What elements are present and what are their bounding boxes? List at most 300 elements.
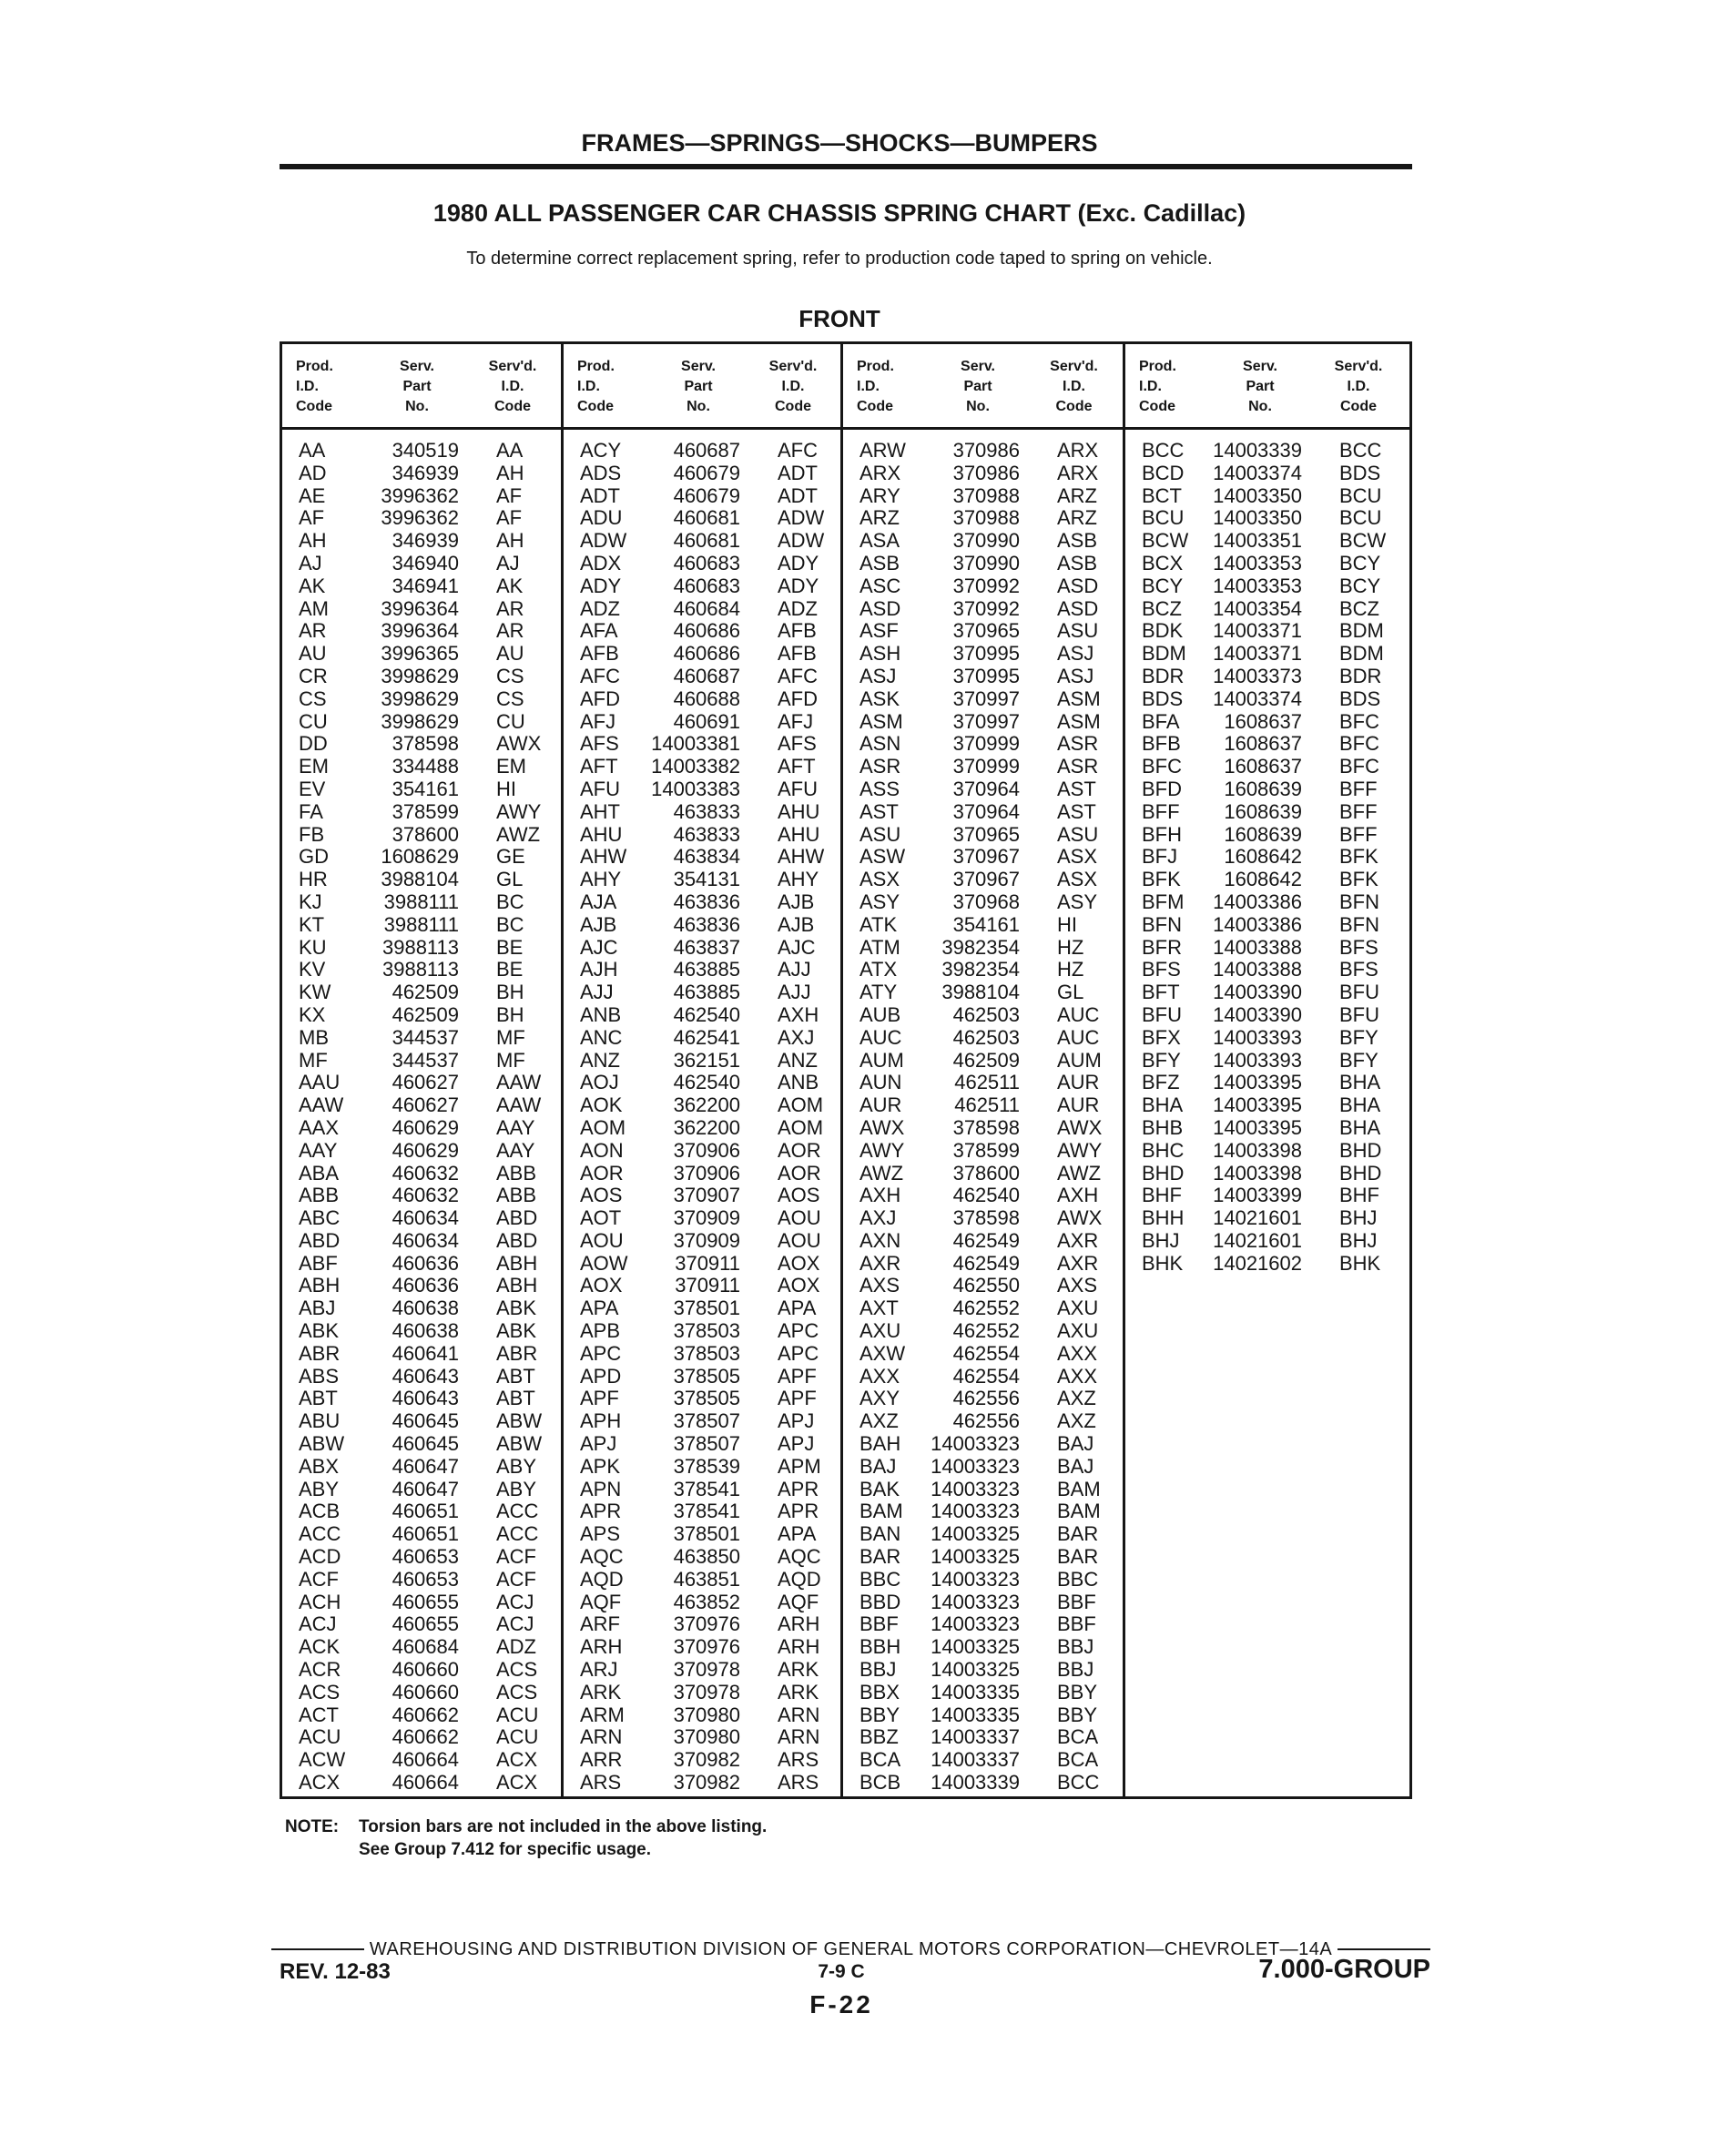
table-row <box>564 463 840 485</box>
table-row <box>843 598 1123 621</box>
table-row <box>564 937 840 960</box>
serv-part-no-cell: 460632 <box>392 1161 459 1185</box>
table-row <box>282 891 561 914</box>
servd-id-code-cell: AFC <box>778 664 818 687</box>
servd-id-code-cell: AFB <box>778 642 817 666</box>
serv-part-no-cell: 460634 <box>392 1206 459 1230</box>
table-row <box>282 1094 561 1117</box>
serv-part-no-cell: 14003371 <box>1213 642 1302 666</box>
prod-id-code-cell: KT <box>299 912 325 936</box>
servd-id-code-cell: ABK <box>496 1319 537 1343</box>
serv-part-no-cell: 378599 <box>392 799 459 823</box>
serv-part-no-cell: 463885 <box>673 981 740 1004</box>
servd-id-code-cell: ABH <box>496 1251 538 1275</box>
servd-id-code-cell: ACS <box>496 1658 538 1682</box>
prod-id-code-cell: ASA <box>860 529 900 553</box>
table-row <box>1125 801 1409 824</box>
serv-part-no-cell: 354161 <box>952 912 1020 936</box>
header-label-line: I.D. <box>1139 379 1162 394</box>
servd-id-code-cell: ABH <box>496 1274 538 1297</box>
prod-id-code-cell: APH <box>580 1409 622 1433</box>
servd-id-code-cell: AXH <box>1057 1184 1099 1207</box>
serv-part-no-cell: 378539 <box>673 1454 740 1478</box>
prod-id-code-cell: BCB <box>860 1771 901 1795</box>
servd-id-code-cell: BHK <box>1339 1251 1381 1275</box>
prod-id-code-cell: ABY <box>299 1477 340 1500</box>
servd-id-code-cell: APJ <box>778 1409 815 1433</box>
serv-part-no-cell: 14003323 <box>931 1454 1020 1478</box>
table-row <box>1125 485 1409 508</box>
servd-id-code-cell: BBF <box>1057 1612 1096 1636</box>
servd-id-code-cell: BBY <box>1057 1680 1098 1703</box>
prod-id-code-cell: ARJ <box>580 1658 618 1682</box>
servd-id-code-cell: BFC <box>1339 709 1379 733</box>
division-rule-right <box>1338 1948 1430 1950</box>
servd-id-code-cell: AHY <box>778 868 819 891</box>
spring-chart-table <box>280 341 1412 1799</box>
serv-part-no-cell: 460662 <box>392 1703 459 1726</box>
table-row <box>1125 981 1409 1004</box>
servd-id-code-cell: ABD <box>496 1228 538 1252</box>
servd-id-code-cell: ADW <box>778 529 825 553</box>
prod-id-code-cell: ARW <box>860 439 906 462</box>
prod-id-code-cell: APK <box>580 1454 621 1478</box>
servd-id-code-cell: ADY <box>778 574 819 597</box>
servd-id-code-cell: ARH <box>778 1635 820 1659</box>
servd-id-code-cell: ASB <box>1057 529 1098 553</box>
serv-part-no-cell: 14003323 <box>931 1432 1020 1456</box>
serv-part-no-cell: 14003398 <box>1213 1138 1302 1162</box>
table-row <box>282 1659 561 1682</box>
prod-id-code-cell: BBF <box>860 1612 899 1636</box>
servd-id-code-cell: ADW <box>778 506 825 530</box>
prod-id-code-cell: ARF <box>580 1612 620 1636</box>
serv-part-no-cell: 1608637 <box>1224 732 1302 756</box>
servd-id-code-cell: ARS <box>778 1771 819 1795</box>
servd-id-code-cell: AOX <box>778 1274 820 1297</box>
servd-id-code-cell: AXR <box>1057 1228 1099 1252</box>
serv-part-no-cell: 14003351 <box>1213 529 1302 553</box>
table-row <box>282 1072 561 1094</box>
table-row <box>843 711 1123 734</box>
servd-id-code-cell: CS <box>496 664 524 687</box>
table-row <box>1125 530 1409 553</box>
servd-id-code-cell: MF <box>496 1048 525 1072</box>
table-row <box>564 1140 840 1163</box>
prod-id-code-cell: ACY <box>580 439 622 462</box>
prod-id-code-cell: ACJ <box>299 1612 337 1636</box>
serv-part-no-cell: 346940 <box>392 551 459 575</box>
serv-part-no-cell: 14003323 <box>931 1590 1020 1613</box>
prod-id-code-cell: AA <box>299 439 326 462</box>
table-row <box>564 1163 840 1185</box>
serv-part-no-cell: 14003390 <box>1213 1002 1302 1026</box>
serv-part-no-cell: 14003353 <box>1213 574 1302 597</box>
table-row <box>843 1479 1123 1501</box>
table-row <box>564 891 840 914</box>
servd-id-code-cell: ARK <box>778 1680 819 1703</box>
servd-id-code-cell: ACF <box>496 1567 536 1591</box>
header-label-line: Prod. <box>296 359 333 374</box>
serv-part-no-cell: 14003325 <box>931 1658 1020 1682</box>
table-row <box>564 1479 840 1501</box>
table-row <box>564 1230 840 1253</box>
servd-id-code-cell: AA <box>496 439 524 462</box>
prod-id-code-cell: BHK <box>1142 1251 1184 1275</box>
serv-part-no-cell: 14003335 <box>931 1680 1020 1703</box>
prod-id-code-cell: ATM <box>860 935 900 959</box>
table-body <box>1125 430 1409 1275</box>
serv-part-no-cell: 1608639 <box>1224 777 1302 800</box>
servd-id-code-cell: BFU <box>1339 1002 1379 1026</box>
serv-part-no-cell: 370986 <box>952 461 1020 484</box>
serv-part-no-cell: 378503 <box>673 1319 740 1343</box>
table-row <box>843 1592 1123 1614</box>
serv-part-no-cell: 14003350 <box>1213 483 1302 507</box>
table-row <box>843 666 1123 688</box>
table-row <box>843 869 1123 891</box>
prod-id-code-cell: AR <box>299 619 327 643</box>
servd-id-code-cell: BBJ <box>1057 1635 1094 1659</box>
serv-part-no-cell: 378505 <box>673 1387 740 1410</box>
serv-part-no-cell: 463885 <box>673 958 740 981</box>
prod-id-code-cell: ACU <box>299 1725 341 1749</box>
servd-id-code-cell: BAJ <box>1057 1454 1094 1478</box>
servd-id-code-cell: ACC <box>496 1522 539 1546</box>
prod-id-code-cell: AJB <box>580 912 617 936</box>
servd-id-code-cell: CU <box>496 709 525 733</box>
prod-id-code-cell: BFT <box>1142 981 1180 1004</box>
header-prod-id-code <box>564 357 651 427</box>
table-row <box>282 1613 561 1636</box>
column-group-4 <box>1125 344 1409 1796</box>
table-row <box>843 1117 1123 1140</box>
table-row <box>282 1230 561 1253</box>
serv-part-no-cell: 14003353 <box>1213 551 1302 575</box>
serv-part-no-cell: 3998629 <box>381 709 459 733</box>
table-row <box>282 937 561 960</box>
prod-id-code-cell: ASB <box>860 551 900 575</box>
table-row <box>282 1366 561 1388</box>
serv-part-no-cell: 3988113 <box>381 958 459 981</box>
servd-id-code-cell: AWY <box>1057 1138 1103 1162</box>
table-row <box>564 1027 840 1050</box>
serv-part-no-cell: 378507 <box>673 1432 740 1456</box>
serv-part-no-cell: 462552 <box>952 1297 1020 1320</box>
servd-id-code-cell: ADZ <box>496 1635 536 1659</box>
serv-part-no-cell: 460681 <box>673 529 740 553</box>
header-label-line: Code <box>494 399 531 414</box>
table-row <box>282 1636 561 1659</box>
servd-id-code-cell: AH <box>496 461 524 484</box>
servd-id-code-cell: ASU <box>1057 619 1099 643</box>
prod-id-code-cell: ARZ <box>860 506 900 530</box>
table-row <box>1125 1004 1409 1027</box>
servd-id-code-cell: AXU <box>1057 1319 1099 1343</box>
header-label-line: I.D. <box>781 379 805 394</box>
table-row <box>282 1185 561 1207</box>
prod-id-code-cell: BHA <box>1142 1093 1184 1117</box>
servd-id-code-cell: ASB <box>1057 551 1098 575</box>
column-group-2 <box>564 344 843 1796</box>
division-line <box>271 1937 1430 1961</box>
header-label-line: Serv. <box>961 359 995 374</box>
table-row <box>843 1726 1123 1749</box>
servd-id-code-cell: AWY <box>496 799 542 823</box>
serv-part-no-cell: 370982 <box>673 1748 740 1772</box>
table-row <box>282 959 561 981</box>
serv-part-no-cell: 462509 <box>952 1048 1020 1072</box>
header-label-line: Code <box>775 399 811 414</box>
chart-title: 1980 ALL PASSENGER CAR CHASSIS SPRING CHART (Exc. Cadillac) <box>432 199 1246 227</box>
prod-id-code-cell: ACH <box>299 1590 341 1613</box>
table-row <box>843 937 1123 960</box>
prod-id-code-cell: BDR <box>1142 664 1185 687</box>
servd-id-code-cell: AFS <box>778 732 817 756</box>
prod-id-code-cell: ARH <box>580 1635 623 1659</box>
servd-id-code-cell: AFT <box>778 755 816 778</box>
servd-id-code-cell: AJC <box>778 935 816 959</box>
table-row <box>564 507 840 530</box>
serv-part-no-cell: 378505 <box>673 1364 740 1388</box>
table-row <box>843 1072 1123 1094</box>
prod-id-code-cell: AAW <box>299 1093 344 1117</box>
prod-id-code-cell: AQC <box>580 1545 624 1569</box>
serv-part-no-cell: 370911 <box>675 1274 740 1297</box>
header-prod-id-code <box>843 357 931 427</box>
servd-id-code-cell: AAW <box>496 1093 542 1117</box>
prod-id-code-cell: CR <box>299 664 328 687</box>
servd-id-code-cell: CS <box>496 686 524 710</box>
header-label-line: Serv'd. <box>768 359 818 374</box>
prod-id-code-cell: AHT <box>580 799 620 823</box>
serv-part-no-cell: 370999 <box>952 755 1020 778</box>
serv-part-no-cell: 340519 <box>392 439 459 462</box>
serv-part-no-cell: 3982354 <box>941 958 1020 981</box>
prod-id-code-cell: AXZ <box>860 1409 899 1433</box>
table-row <box>1125 959 1409 981</box>
servd-id-code-cell: AF <box>496 506 523 530</box>
servd-id-code-cell: BH <box>496 981 524 1004</box>
prod-id-code-cell: AOW <box>580 1251 628 1275</box>
serv-part-no-cell: 3998629 <box>381 686 459 710</box>
servd-id-code-cell: ASX <box>1057 845 1098 869</box>
serv-part-no-cell: 370964 <box>952 777 1020 800</box>
table-row <box>1125 1072 1409 1094</box>
servd-id-code-cell: ABW <box>496 1432 543 1456</box>
page-number: F-22 <box>809 1990 873 2019</box>
prod-id-code-cell: BFZ <box>1142 1071 1180 1094</box>
table-row <box>843 1050 1123 1073</box>
servd-id-code-cell: BBY <box>1057 1703 1098 1726</box>
prod-id-code-cell: AON <box>580 1138 624 1162</box>
prod-id-code-cell: ASW <box>860 845 906 869</box>
table-row <box>843 620 1123 643</box>
prod-id-code-cell: ASS <box>860 777 900 800</box>
servd-id-code-cell: BHA <box>1339 1093 1381 1117</box>
header-serv-part-no <box>651 357 746 427</box>
header-label-line: I.D. <box>1347 379 1370 394</box>
table-row <box>564 1433 840 1456</box>
serv-part-no-cell: 362200 <box>673 1115 740 1139</box>
prod-id-code-cell: ARR <box>580 1748 623 1772</box>
serv-part-no-cell: 370980 <box>673 1703 740 1726</box>
note-label: NOTE: <box>285 1817 340 1836</box>
table-row <box>282 711 561 734</box>
table-row <box>564 1546 840 1569</box>
serv-part-no-cell: 370986 <box>952 439 1020 462</box>
table-body <box>843 430 1123 1795</box>
table-row <box>843 1546 1123 1569</box>
serv-part-no-cell: 463836 <box>673 890 740 913</box>
serv-part-no-cell: 460681 <box>673 506 740 530</box>
prod-id-code-cell: BHF <box>1142 1184 1182 1207</box>
servd-id-code-cell: ABT <box>496 1387 535 1410</box>
serv-part-no-cell: 460664 <box>392 1748 459 1772</box>
table-row <box>564 756 840 778</box>
prod-id-code-cell: AAX <box>299 1115 340 1139</box>
prod-id-code-cell: ABA <box>299 1161 340 1185</box>
table-row <box>843 1682 1123 1704</box>
servd-id-code-cell: ANZ <box>778 1048 818 1072</box>
table-row <box>564 1297 840 1320</box>
division-rule-left <box>271 1948 364 1950</box>
table-row <box>1125 937 1409 960</box>
prod-id-code-cell: BHB <box>1142 1115 1184 1139</box>
prod-id-code-cell: APJ <box>580 1432 617 1456</box>
serv-part-no-cell: 14003323 <box>931 1477 1020 1500</box>
prod-id-code-cell: ASU <box>860 822 901 846</box>
serv-part-no-cell: 463833 <box>673 822 740 846</box>
prod-id-code-cell: ABF <box>299 1251 338 1275</box>
prod-id-code-cell: ACR <box>299 1658 341 1682</box>
prod-id-code-cell: ADX <box>580 551 622 575</box>
serv-part-no-cell: 460660 <box>392 1680 459 1703</box>
prod-id-code-cell: AJJ <box>580 981 614 1004</box>
servd-id-code-cell: AOS <box>778 1184 820 1207</box>
servd-id-code-cell: AOM <box>778 1093 824 1117</box>
servd-id-code-cell: GE <box>496 845 525 869</box>
table-row <box>564 530 840 553</box>
header-label-line: I.D. <box>501 379 524 394</box>
header-label-line: Code <box>1055 399 1093 414</box>
serv-part-no-cell: 370906 <box>673 1138 740 1162</box>
serv-part-no-cell: 1608639 <box>1224 799 1302 823</box>
servd-id-code-cell: BHF <box>1339 1184 1379 1207</box>
servd-id-code-cell: APM <box>778 1454 821 1478</box>
prod-id-code-cell: BFA <box>1142 709 1180 733</box>
servd-id-code-cell: BFF <box>1339 777 1378 800</box>
prod-id-code-cell: AJH <box>580 958 618 981</box>
prod-id-code-cell: AXT <box>860 1297 899 1320</box>
table-row <box>282 824 561 847</box>
serv-part-no-cell: 3988104 <box>941 981 1020 1004</box>
serv-part-no-cell: 460627 <box>392 1093 459 1117</box>
servd-id-code-cell: BE <box>496 958 524 981</box>
prod-id-code-cell: BAN <box>860 1522 901 1546</box>
serv-part-no-cell: 14003350 <box>1213 506 1302 530</box>
servd-id-code-cell: BCW <box>1339 529 1387 553</box>
servd-id-code-cell: ARX <box>1057 439 1099 462</box>
table-row <box>282 1027 561 1050</box>
table-row <box>564 959 840 981</box>
servd-id-code-cell: AOR <box>778 1161 821 1185</box>
serv-part-no-cell: 370982 <box>673 1771 740 1795</box>
prod-id-code-cell: BCX <box>1142 551 1184 575</box>
table-row <box>843 1388 1123 1410</box>
servd-id-code-cell: ACJ <box>496 1590 534 1613</box>
serv-part-no-cell: 462556 <box>952 1409 1020 1433</box>
servd-id-code-cell: AUM <box>1057 1048 1102 1072</box>
header-label-line: Serv. <box>681 359 716 374</box>
serv-part-no-cell: 460691 <box>673 709 740 733</box>
prod-id-code-cell: ARM <box>580 1703 625 1726</box>
prod-id-code-cell: BFR <box>1142 935 1182 959</box>
prod-id-code-cell: BCY <box>1142 574 1184 597</box>
serv-part-no-cell: 1608637 <box>1224 755 1302 778</box>
serv-part-no-cell: 462503 <box>952 1025 1020 1049</box>
table-row <box>282 1163 561 1185</box>
servd-id-code-cell: AAW <box>496 1071 542 1094</box>
servd-id-code-cell: AXJ <box>778 1025 815 1049</box>
table-row <box>843 801 1123 824</box>
prod-id-code-cell: BCC <box>1142 439 1185 462</box>
servd-id-code-cell: BAM <box>1057 1477 1101 1500</box>
table-row <box>564 801 840 824</box>
serv-part-no-cell: 378541 <box>673 1477 740 1500</box>
servd-id-code-cell: AFU <box>778 777 818 800</box>
table-row <box>843 553 1123 575</box>
servd-id-code-cell: ARH <box>778 1612 820 1636</box>
prod-id-code-cell: AJA <box>580 890 617 913</box>
prod-id-code-cell: BCD <box>1142 461 1185 484</box>
header-label-line: Serv'd. <box>488 359 537 374</box>
serv-part-no-cell: 460645 <box>392 1409 459 1433</box>
servd-id-code-cell: APC <box>778 1319 819 1343</box>
table-row <box>1125 1207 1409 1230</box>
table-row <box>282 1704 561 1727</box>
table-row <box>1125 1140 1409 1163</box>
prod-id-code-cell: ATY <box>860 981 898 1004</box>
table-row <box>843 1320 1123 1343</box>
header-servd-id-code <box>746 357 840 427</box>
serv-part-no-cell: 14003388 <box>1213 958 1302 981</box>
table-row <box>282 1253 561 1276</box>
table-row <box>843 1636 1123 1659</box>
header-label-line: Code <box>857 399 893 414</box>
prod-id-code-cell: AXX <box>860 1364 900 1388</box>
serv-part-no-cell: 460647 <box>392 1477 459 1500</box>
prod-id-code-cell: AFB <box>580 642 619 666</box>
servd-id-code-cell: AHU <box>778 822 820 846</box>
header-label-line: Part <box>402 379 432 394</box>
serv-part-no-cell: 14003337 <box>931 1748 1020 1772</box>
prod-id-code-cell: AXS <box>860 1274 900 1297</box>
serv-part-no-cell: 370978 <box>673 1680 740 1703</box>
serv-part-no-cell: 462556 <box>952 1387 1020 1410</box>
servd-id-code-cell: ARK <box>778 1658 819 1682</box>
table-row <box>282 733 561 756</box>
serv-part-no-cell: 14021601 <box>1213 1206 1302 1230</box>
serv-part-no-cell: 460636 <box>392 1251 459 1275</box>
header-label-line: Serv. <box>400 359 434 374</box>
serv-part-no-cell: 462549 <box>952 1251 1020 1275</box>
servd-id-code-cell: BFS <box>1339 958 1378 981</box>
serv-part-no-cell: 462540 <box>673 1071 740 1094</box>
servd-id-code-cell: AH <box>496 529 524 553</box>
servd-id-code-cell: AQD <box>778 1567 821 1591</box>
serv-part-no-cell: 346939 <box>392 529 459 553</box>
